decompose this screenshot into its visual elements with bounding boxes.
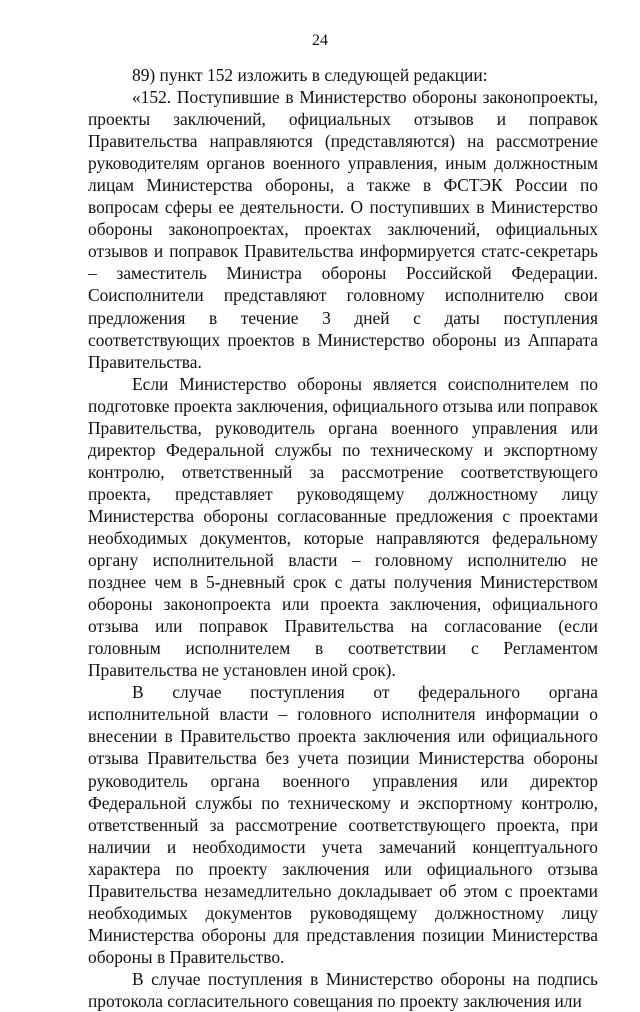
- paragraph-protocol: В случае поступления в Министерство обороны на подпись протокола согласительного совещания по проекту заключения или: [88, 968, 598, 1011]
- page-number: 24: [312, 32, 328, 49]
- document-body: [88, 64, 598, 1012]
- paragraph-co-executor: Если Министерство обороны является соисполнителем по подготовке проекта заключения, официального отзыва или поправок Правительства, руководитель органа военного управления или директор Федеральной службы по техническому и экспортному контролю, ответственный за рассмотрение соответствующего проекта, представляет руководящему должностному лицу Министерства обороны согласованные предложения с проектами необходимых документов, которые направляются федеральному органу исполнительной власти – головному исполнителю не позднее чем в 5-дневный срок с даты получения Министерством обороны законопроекта или проекта заключения, официального отзыва или поправок Правительства на согласование (если головным исполнителем в соответствии с Регламентом Правительства не установлен иной срок).: [88, 373, 599, 681]
- paragraph-without-position: В случае поступления от федерального органа исполнительной власти – головного исполнителя информации о внесении в Правительство проекта заключения или официального отзыва Правительства без учета позиции Министерства обороны руководитель органа военного управления или директор Федеральной службы по техническому и экспортному контролю, ответственный за рассмотрение соответствующего проекта, при наличии и необходимости учета замечаний концептуального характера по проекту заключения или официального отзыва Правительства незамедлительно докладывает об этом с проектами необходимых документов руководящему должностному лицу Министерства обороны для представления позиции Министерства обороны в Правительство.: [88, 682, 598, 967]
- paragraph-clause-152-intro: «152. Поступившие в Министерство обороны законопроекты, проекты заключений, официальных отзывов и поправок Правительства направляются (представляются) на рассмотрение руководителям органов военного управления, иным должностным лицам Министерства обороны, а также в ФСТЭК России по вопросам сферы ее деятельности. О поступивших в Министерство обороны законопроектах, проектах заключений, официальных отзывов и поправок Правительства информируется статс-секретарь – заместитель Министра обороны Российской Федерации. Соисполнители представляют головному исполнителю свои предложения в течение 3 дней с даты поступления соответствующих проектов в Министерство обороны из Аппарата Правительства.: [88, 87, 598, 372]
- paragraph-item-89: 89) пункт 152 изложить в следующей редакции:: [132, 65, 488, 85]
